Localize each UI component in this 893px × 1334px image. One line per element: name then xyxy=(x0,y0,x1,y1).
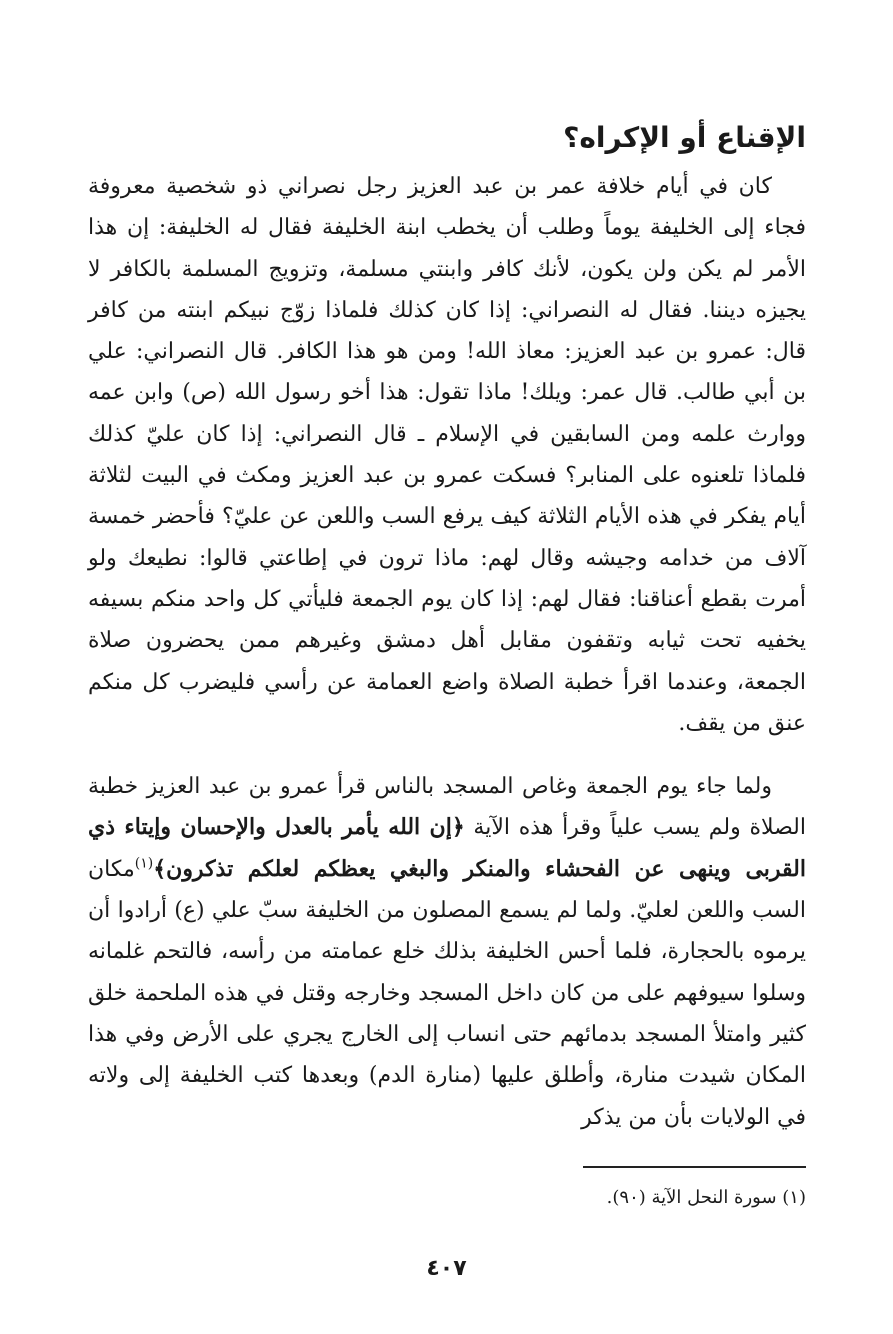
footnote: (١) سورة النحل الآية (٩٠). xyxy=(606,1187,806,1208)
footnote-divider xyxy=(583,1166,806,1168)
paragraph-2 xyxy=(88,766,806,1138)
page-number: ٤٠٧ xyxy=(426,1256,467,1281)
page-body xyxy=(88,118,806,1138)
paragraph-2-continuation: مكان السب واللعن لعليّ. ولما لم يسمع المصلون من الخليفة سبّ علي (ع) أرادوا أن يرموه بالحجارة، فلما أحس الخليفة بذلك خلع عمامته من رأسه، فالتحم غلمانه وسلوا سيوفهم على من كان داخل المسجد وخارجه وقتل في هذه الملحمة خلق كثير وامتلأ المسجد بدمائهم حتى انساب إلى الخارج يجري على الأرض وفي هذا المكان شيدت منارة، وأطلق عليها (منارة الدم) وبعدها كتب الخليفة إلى ولاته في الولايات بأن من يذكر xyxy=(88,856,806,1130)
paragraph-2-intro: ولما جاء يوم الجمعة وغاص المسجد بالناس قرأ عمرو بن عبد العزيز خطبة الصلاة ولم يسب علياً وقرأ هذه الآية xyxy=(88,774,806,841)
footnote-reference[interactable]: (١) xyxy=(134,855,154,872)
quran-verse: ﴿إن الله يأمر بالعدل والإحسان وإيتاء ذي القربى وينهى عن الفحشاء والمنكر والبغي يعظكم لعلكم تذكرون﴾ xyxy=(88,814,806,882)
section-heading: الإقناع أو الإكراه؟ xyxy=(563,121,806,154)
paragraph-1: كان في أيام خلافة عمر بن عبد العزيز رجل نصراني ذو شخصية معروفة فجاء إلى الخليفة يوماً وطلب أن يخطب ابنة الخليفة فقال له الخليفة: إن هذا الأمر لم يكن ولن يكون، لأنك كافر وابنتي مسلمة، وتزويج المسلمة بالكافر لا يجيزه ديننا. فقال له النصراني: إذا كان كذلك فلماذا زوّج نبيكم ابنته من كافر قال: عمرو بن عبد العزيز: معاذ الله! ومن هو هذا الكافر. قال النصراني: علي بن أبي طالب. قال عمر: ويلك! ماذا تقول: هذا أخو رسول الله (ص) وابن عمه ووارث علمه ومن السابقين في الإسلام ـ قال النصراني: إذا كان عليّ كذلك فلماذا تلعنوه على المنابر؟ فسكت عمرو بن عبد العزيز ومكث في البيت لثلاثة أيام يفكر في هذه الأيام الثلاثة كيف يرفع السب واللعن عن عليّ؟ فأحضر خمسة آلاف من خدامه وجيشه وقال لهم: ماذا ترون في إطاعتي قالوا: نطيعك ولو أمرت بقطع أعناقنا: فقال لهم: إذا كان يوم الجمعة فليأتي كل واحد منكم بسيفه يخفيه تحت ثيابه وتقفون مقابل أهل دمشق وغيرهم ممن يحضرون صلاة الجمعة، وعندما اقرأ خطبة الصلاة واضع العمامة عن رأسي فليضرب كل منكم عنق من يقف. xyxy=(88,174,807,736)
